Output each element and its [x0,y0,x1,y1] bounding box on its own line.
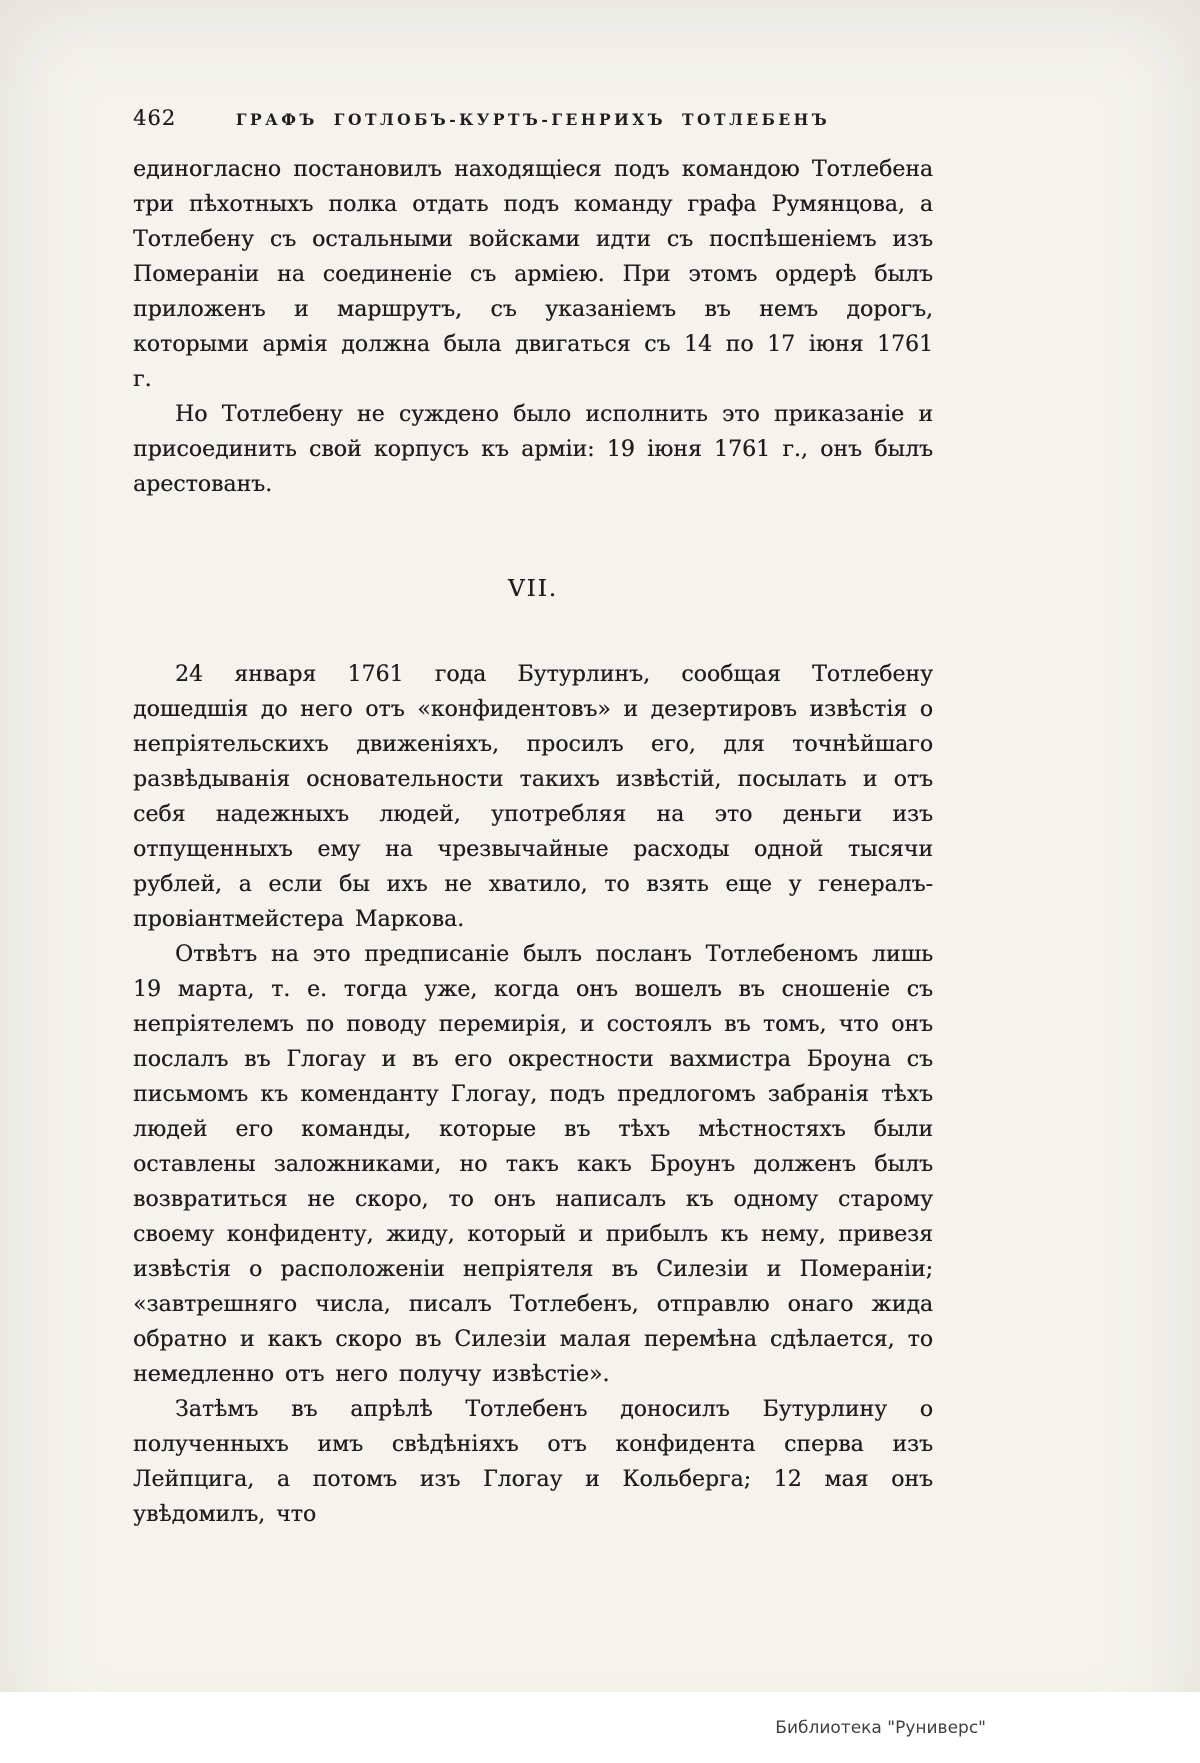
running-title: ГРАФЪ ГОТЛОБЪ-КУРТЪ-ГЕНРИХЪ ТОТЛЕБЕНЪ [235,110,831,129]
library-credit: Библиотека "Руниверс" [775,1717,986,1738]
paragraph: Затѣмъ въ апрѣлѣ Тотлебенъ доносилъ Бутурлину о полученныхъ имъ свѣдѣніяхъ отъ конфидента сперва изъ Лейпцига, а потомъ изъ Глогау и Кольберга; 12 мая онъ увѣдомилъ, что [133,1397,933,1527]
paragraph: 24 января 1761 года Бутурлинъ, сообщая Тотлебену дошедшія до него отъ «конфидентовъ» и дезертировъ извѣстія о непріятельскихъ движеніяхъ, просилъ его, для точнѣйшаго развѣдыванія основательности такихъ извѣстій, посылать и отъ себя надежныхъ людей, употребляя на это деньги изъ отпущенныхъ ему на чрезвычайные расходы одной тысячи рублей, а если бы ихъ не хватило, то взять еще у генералъ-провіантмейстера Маркова. [133,662,933,932]
page-header [133,106,933,134]
footer-bar [0,1692,1200,1763]
paragraph: Отвѣтъ на это предписаніе былъ посланъ Тотлебеномъ лишь 19 марта, т. е. тогда уже, когда онъ вошелъ въ сношеніе съ непріятелемъ по поводу перемирія, и состоялъ въ томъ, что онъ послалъ въ Глогау и въ его окрестности вахмистра Броуна съ письмомъ къ коменданту Глогау, подъ предлогомъ забранія тѣхъ людей его команды, которые въ тѣхъ мѣстностяхъ были оставлены заложниками, но такъ какъ Броунъ долженъ былъ возвратиться не скоро, то онъ написалъ къ одному старому своему конфиденту, жиду, который и прибылъ къ нему, привезя извѣстія о расположеніи непріятеля въ Силезіи и Помераніи; «завтрешняго числа, писалъ Тотлебенъ, отправлю онаго жида обратно и какъ скоро въ Силезіи малая перемѣна сдѣлается, то немедленно отъ него получу извѣстіе». [133,942,933,1387]
text-block [133,152,933,1532]
paragraph: Но Тотлебену не суждено было исполнить это приказаніе и присоединить свой корпусъ къ арміи: 19 іюня 1761 г., онъ былъ арестованъ. [133,402,933,497]
page-number: 462 [133,106,177,130]
paragraph: единогласно постановилъ находящіеся подъ командою Тотлебена три пѣхотныхъ полка отдать подъ команду графа Румянцова, а Тотлебену съ остальными войсками идти съ поспѣшеніемъ изъ Помераніи на соединеніе съ арміею. При этомъ ордерѣ былъ приложенъ и маршрутъ, съ указаніемъ въ немъ дорогъ, которыми армія должна была двигаться съ 14 по 17 іюня 1761 г. [133,157,933,392]
section-heading: VII. [507,576,559,602]
